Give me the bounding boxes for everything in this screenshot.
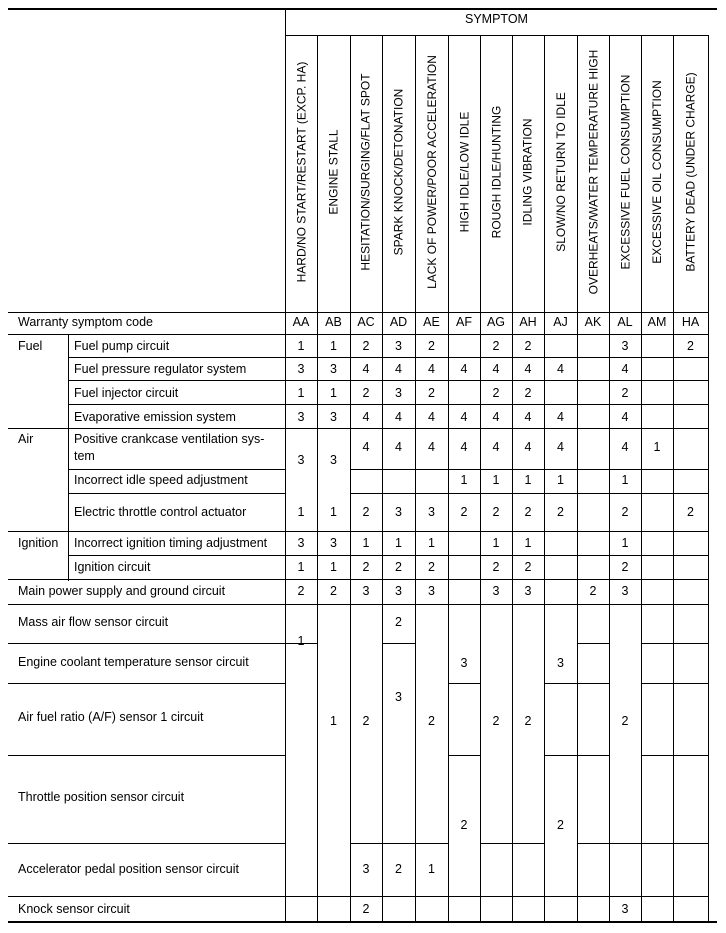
value-cell-ign_timing: 1 bbox=[492, 536, 500, 550]
value-cell-fuel_injector: 2 bbox=[428, 386, 435, 400]
value-cell-fuel_pressure: 4 bbox=[492, 362, 500, 376]
value-cell-etc_actuator: 2 bbox=[621, 505, 629, 519]
item-evap: Evaporative emission system bbox=[74, 410, 236, 424]
value-cell-ae-apps: 1 bbox=[428, 862, 435, 876]
value-cell-pcv: 4 bbox=[557, 440, 564, 454]
warranty-code: AB bbox=[325, 315, 342, 329]
value-cell-ab-merged: 1 bbox=[330, 714, 337, 728]
symptom-name: SLOW/NO RETURN TO IDLE bbox=[553, 91, 568, 252]
item-ect: Engine coolant temperature sensor circuit bbox=[18, 655, 249, 669]
value-cell-fuel_injector: 1 bbox=[297, 386, 305, 400]
warranty-code: AJ bbox=[553, 315, 568, 329]
value-cell-ign_circuit: 2 bbox=[428, 560, 435, 574]
item-idle-speed: Incorrect idle speed adjustment bbox=[74, 473, 248, 487]
symptom-name: ROUGH IDLE/HUNTING bbox=[489, 105, 503, 238]
item-ign-circuit: Ignition circuit bbox=[74, 560, 151, 574]
value-cell-pcv: 1 bbox=[653, 440, 661, 454]
warranty-code: AH bbox=[519, 315, 537, 329]
value-cell-fuel_pump: 3 bbox=[621, 339, 629, 353]
symptom-header-ad bbox=[382, 35, 415, 308]
symptom-name: EXCESSIVE OIL CONSUMPTION bbox=[650, 79, 664, 264]
warranty-code: AK bbox=[584, 315, 602, 329]
value-cell-ign_circuit: 2 bbox=[492, 560, 500, 574]
item-af: Air fuel ratio (A/F) sensor 1 circuit bbox=[18, 710, 204, 724]
value-cell-fuel_pump: 2 bbox=[524, 339, 532, 353]
value-cell-evap: 3 bbox=[330, 410, 337, 424]
value-cell-evap: 4 bbox=[557, 410, 564, 424]
symptom-header-ae bbox=[415, 35, 448, 308]
value-cell-ign_timing: 3 bbox=[297, 536, 305, 550]
warranty-code: AC bbox=[357, 315, 375, 329]
symptom-name: HIGH IDLE/LOW IDLE bbox=[457, 111, 472, 232]
value-cell-main_power: 2 bbox=[330, 584, 337, 598]
warranty-code-label: Warranty symptom code bbox=[18, 315, 153, 329]
value-cell-idle_speed: 1 bbox=[621, 473, 629, 487]
value-cell-ag-merged: 2 bbox=[492, 714, 500, 728]
symptom-name: OVERHEATS/WATER TEMPERATURE HIGH bbox=[586, 49, 600, 294]
group-fuel: Fuel bbox=[18, 339, 43, 353]
value-cell-ae-merged: 2 bbox=[428, 714, 435, 728]
item-tps: Throttle position sensor circuit bbox=[18, 790, 185, 804]
group-ignition: Ignition bbox=[18, 536, 59, 550]
symptom-name: HESITATION/SURGING/FLAT SPOT bbox=[359, 72, 374, 271]
value-cell-idle_speed: 1 bbox=[460, 473, 468, 487]
value-cell-etc_actuator: 2 bbox=[557, 505, 564, 519]
value-cell-idle_speed: 1 bbox=[524, 473, 532, 487]
symptom-header-ac bbox=[350, 35, 382, 308]
value-cell-fuel_pressure: 4 bbox=[362, 362, 370, 376]
value-cell-evap: 4 bbox=[524, 410, 532, 424]
value-cell-ad-apps: 2 bbox=[395, 862, 402, 876]
symptom-name: BATTERY DEAD (UNDER CHARGE) bbox=[683, 71, 698, 272]
value-cell-fuel_pressure: 4 bbox=[395, 362, 402, 376]
symptom-header-ag bbox=[480, 35, 512, 308]
value-cell-fuel_pump: 3 bbox=[395, 339, 402, 353]
symptom-name: HARD/NO START/RESTART (EXCP. HA) bbox=[294, 61, 308, 282]
value-cell-evap: 4 bbox=[362, 410, 370, 424]
value-cell-evap: 4 bbox=[492, 410, 500, 424]
value-cell-aj-merged: 2 bbox=[557, 818, 564, 832]
symptom-header-ak bbox=[577, 35, 609, 308]
value-cell-pcv: 4 bbox=[460, 440, 468, 454]
value-cell-fuel_injector: 2 bbox=[524, 386, 532, 400]
value-cell-af-merged: 2 bbox=[460, 818, 468, 832]
value-cell-ign_circuit: 2 bbox=[621, 560, 629, 574]
symptom-header-aa bbox=[285, 35, 317, 308]
value-cell-pcv: 3 bbox=[297, 453, 305, 467]
value-cell-pcv: 4 bbox=[362, 440, 370, 454]
symptom-header-al bbox=[609, 35, 641, 308]
value-cell-etc_actuator: 2 bbox=[362, 505, 370, 519]
value-cell-pcv: 4 bbox=[492, 440, 500, 454]
warranty-code: AG bbox=[486, 315, 506, 329]
value-cell-fuel_pressure: 4 bbox=[524, 362, 532, 376]
warranty-code: AE bbox=[423, 315, 440, 329]
value-cell-idle_speed: 1 bbox=[557, 473, 564, 487]
value-cell-ign_circuit: 1 bbox=[330, 560, 337, 574]
value-cell-pcv: 4 bbox=[428, 440, 435, 454]
value-cell-pcv: 4 bbox=[395, 440, 402, 454]
value-cell-etc_actuator: 1 bbox=[297, 505, 305, 519]
value-cell-aj-ect: 3 bbox=[557, 656, 564, 670]
value-cell-main_power: 2 bbox=[589, 584, 597, 598]
value-cell-ac-apps: 3 bbox=[362, 862, 370, 876]
symptom-name: LACK OF POWER/POOR ACCELERATION bbox=[424, 54, 439, 289]
symptom-header: SYMPTOM bbox=[465, 12, 528, 26]
symptom-header-ab bbox=[317, 35, 350, 308]
value-cell-fuel_pressure: 3 bbox=[297, 362, 305, 376]
value-cell-evap: 4 bbox=[428, 410, 435, 424]
value-cell-fuel_pressure: 4 bbox=[621, 362, 629, 376]
value-cell-pcv: 4 bbox=[621, 440, 629, 454]
symptom-name: ENGINE STALL bbox=[326, 128, 341, 215]
warranty-code: AL bbox=[617, 315, 633, 329]
symptom-header-am bbox=[641, 35, 673, 308]
warranty-code: AD bbox=[389, 315, 408, 329]
symptom-header-aj bbox=[544, 35, 577, 308]
value-cell-etc_actuator: 3 bbox=[395, 505, 402, 519]
value-cell-fuel_pressure: 4 bbox=[428, 362, 435, 376]
value-cell-ad-merged: 3 bbox=[395, 690, 402, 704]
value-cell-ign_circuit: 1 bbox=[297, 560, 305, 574]
value-cell-main_power: 3 bbox=[524, 584, 532, 598]
value-cell-evap: 4 bbox=[395, 410, 402, 424]
item-fuel-injector: Fuel injector circuit bbox=[74, 386, 179, 400]
group-air: Air bbox=[18, 432, 34, 446]
value-cell-fuel_injector: 3 bbox=[395, 386, 402, 400]
value-cell-main_power: 2 bbox=[297, 584, 305, 598]
symptom-name: EXCESSIVE FUEL CONSUMPTION bbox=[618, 74, 632, 269]
symptom-name: SPARK KNOCK/DETONATION bbox=[391, 88, 406, 255]
value-cell-fuel_pump: 1 bbox=[297, 339, 305, 353]
value-cell-af-ect: 3 bbox=[460, 656, 468, 670]
symptom-header-ah bbox=[512, 35, 544, 308]
value-cell-fuel_injector: 2 bbox=[492, 386, 500, 400]
value-cell-ign_circuit: 2 bbox=[362, 560, 370, 574]
item-maf: Mass air flow sensor circuit bbox=[18, 615, 169, 629]
value-cell-ign_timing: 1 bbox=[428, 536, 435, 550]
value-cell-fuel_pump: 2 bbox=[362, 339, 370, 353]
value-cell-ign_timing: 3 bbox=[330, 536, 337, 550]
value-cell-ign_timing: 1 bbox=[362, 536, 370, 550]
value-cell-aa-merged: 1 bbox=[297, 634, 305, 648]
value-cell-idle_speed: 1 bbox=[492, 473, 500, 487]
value-cell-evap: 4 bbox=[621, 410, 629, 424]
value-cell-ign_circuit: 2 bbox=[395, 560, 402, 574]
value-cell-main_power: 3 bbox=[362, 584, 370, 598]
value-cell-etc_actuator: 3 bbox=[428, 505, 435, 519]
value-cell-pcv: 3 bbox=[330, 453, 337, 467]
symptom-header-af bbox=[448, 35, 480, 308]
value-cell-fuel_pressure: 3 bbox=[330, 362, 337, 376]
item-apps: Accelerator pedal position sensor circuit bbox=[18, 862, 239, 876]
item-main-power: Main power supply and ground circuit bbox=[18, 584, 226, 598]
value-cell-ign_timing: 1 bbox=[621, 536, 629, 550]
value-cell-ign_timing: 1 bbox=[524, 536, 532, 550]
value-cell-fuel_pump: 2 bbox=[428, 339, 435, 353]
warranty-code: HA bbox=[681, 315, 700, 329]
value-cell-pcv: 4 bbox=[524, 440, 532, 454]
value-cell-fuel_injector: 2 bbox=[621, 386, 629, 400]
value-cell-fuel_pump: 1 bbox=[330, 339, 337, 353]
value-cell-ign_circuit: 2 bbox=[524, 560, 532, 574]
value-cell-fuel_pump: 2 bbox=[492, 339, 500, 353]
warranty-code: AF bbox=[456, 315, 472, 329]
value-cell-main_power: 3 bbox=[492, 584, 500, 598]
item-fuel-pressure: Fuel pressure regulator system bbox=[74, 362, 247, 376]
value-cell-evap: 3 bbox=[297, 410, 305, 424]
item-pcv-line2: tem bbox=[74, 449, 95, 463]
value-cell-evap: 4 bbox=[460, 410, 468, 424]
value-cell-ac-merged: 2 bbox=[362, 714, 370, 728]
value-cell-fuel_injector: 2 bbox=[362, 386, 370, 400]
value-cell-al-merged: 2 bbox=[621, 714, 629, 728]
value-cell-fuel_pressure: 4 bbox=[557, 362, 564, 376]
value-cell-main_power: 3 bbox=[621, 584, 629, 598]
warranty-code: AM bbox=[647, 315, 667, 329]
value-cell-fuel_pump: 2 bbox=[687, 339, 694, 353]
value-cell-etc_actuator: 2 bbox=[460, 505, 468, 519]
value-cell-fuel_injector: 1 bbox=[330, 386, 337, 400]
item-etc-actuator: Electric throttle control actuator bbox=[74, 505, 247, 519]
value-cell-al-knock: 3 bbox=[621, 902, 629, 916]
value-cell-fuel_pressure: 4 bbox=[460, 362, 468, 376]
value-cell-main_power: 3 bbox=[428, 584, 435, 598]
value-cell-ign_timing: 1 bbox=[395, 536, 402, 550]
item-pcv-line1: Positive crankcase ventilation sys- bbox=[74, 432, 265, 446]
value-cell-etc_actuator: 1 bbox=[330, 505, 337, 519]
warranty-code: AA bbox=[292, 315, 310, 329]
value-cell-ad-maf: 2 bbox=[395, 615, 402, 629]
item-knock: Knock sensor circuit bbox=[18, 902, 130, 916]
symptom-header-ha bbox=[673, 35, 708, 308]
value-cell-etc_actuator: 2 bbox=[524, 505, 532, 519]
value-cell-ac-knock: 2 bbox=[362, 902, 370, 916]
value-cell-ah-merged: 2 bbox=[524, 714, 532, 728]
item-fuel-pump: Fuel pump circuit bbox=[74, 339, 170, 353]
item-ign-timing: Incorrect ignition timing adjustment bbox=[74, 536, 268, 550]
symptom-name: IDLING VIBRATION bbox=[521, 117, 536, 226]
value-cell-main_power: 3 bbox=[395, 584, 402, 598]
value-cell-etc_actuator: 2 bbox=[687, 505, 694, 519]
value-cell-etc_actuator: 2 bbox=[492, 505, 500, 519]
